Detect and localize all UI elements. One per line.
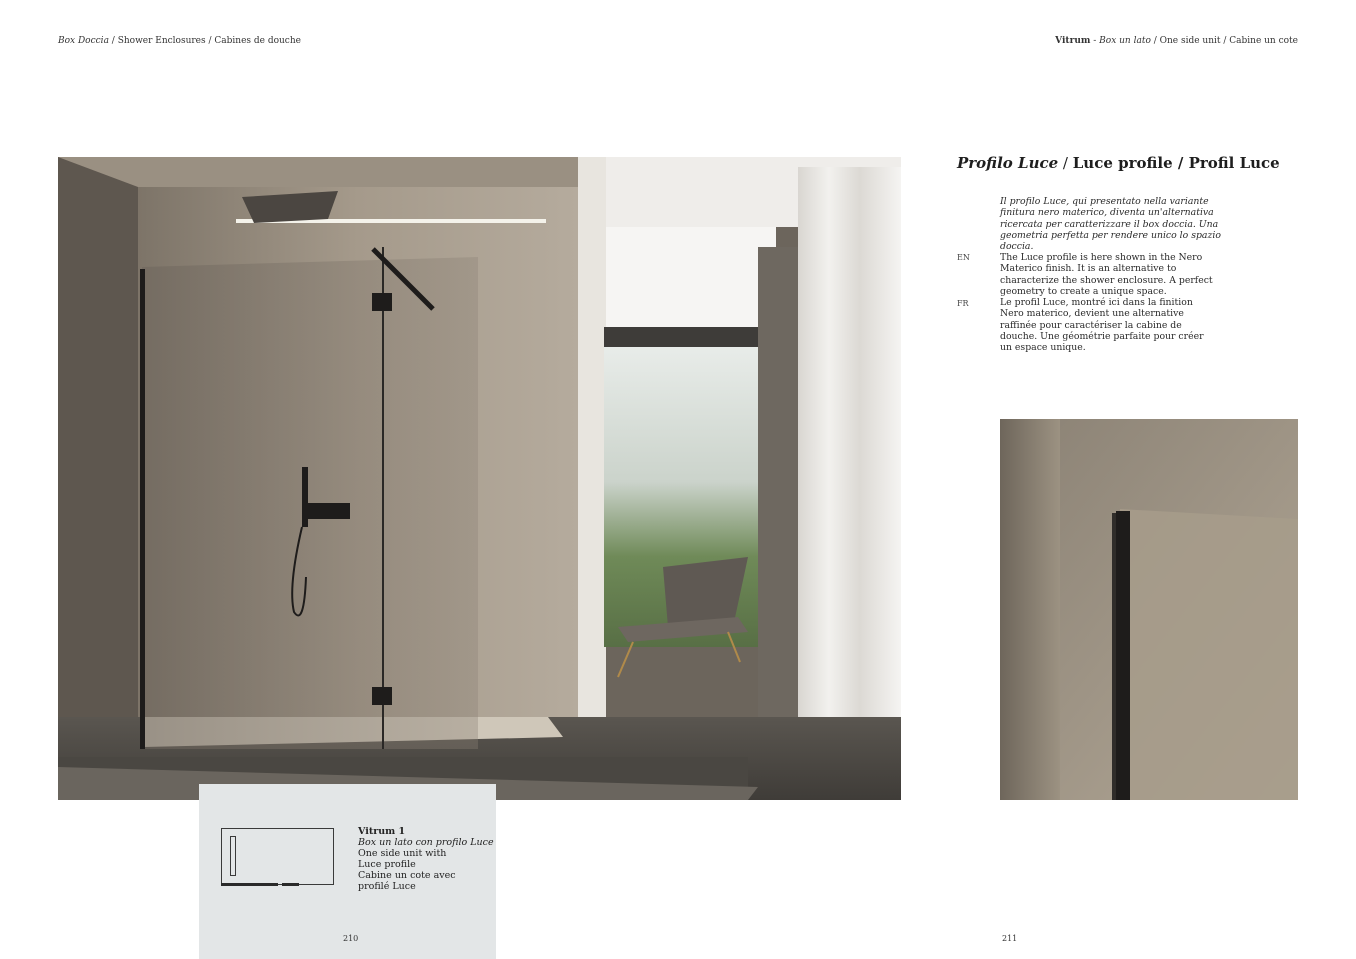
heading-italian: Profilo Luce [957, 154, 1059, 172]
spec-fr-line-1: Cabine un cote avec [358, 870, 456, 881]
lang-label-en: EN [957, 253, 970, 262]
spec-en-line-2: Luce profile [358, 859, 416, 870]
header-right [1055, 36, 1298, 46]
spec-subtitle-it: Box un lato con profilo Luce [358, 837, 494, 848]
page-number-right: 211 [1002, 934, 1018, 943]
spec-en-line-1: One side unit with [358, 848, 447, 859]
page-number-left: 210 [343, 934, 359, 943]
main-shower-photo [58, 157, 901, 800]
spec-text [358, 826, 494, 892]
header-right-type: Box un lato [1099, 36, 1151, 46]
italian-description: Il profilo Luce, qui presentato nella variante finitura nero materico, diventa un'alternativa ricercata per caratterizzare il box doccia. Una geometria perfetta per rendere unico lo spazio doccia. [1000, 196, 1221, 253]
spec-title: Vitrum 1 [358, 826, 406, 837]
heading-separator: / [1058, 154, 1073, 172]
profile-detail-illustration [1000, 419, 1298, 800]
plan-door-mark [230, 836, 236, 876]
header-right-dash: - [1090, 36, 1100, 46]
spec-fr-line-2: profilé Luce [358, 881, 416, 892]
english-description: The Luce profile is here shown in the Nero Materico finish. It is an alternative to characterize the shower enclosure. A perfect geometry to create a unique space. [1000, 252, 1213, 297]
header-left [58, 36, 301, 46]
plan-door-panel [282, 883, 299, 886]
header-right-product: Vitrum [1055, 36, 1091, 46]
header-left-translations: / Shower Enclosures / Cabines de douche [108, 36, 301, 46]
product-spec-box [199, 784, 496, 959]
profile-detail-photo [1000, 419, 1298, 800]
header-left-category: Box Doccia [58, 36, 109, 46]
section-heading [957, 154, 1280, 172]
header-right-translations: / One side unit / Cabine un cote [1150, 36, 1298, 46]
plan-fixed-panel [221, 883, 278, 886]
floor-plan-diagram [221, 828, 334, 885]
french-description: Le profil Luce, montré ici dans la finition Nero materico, devient une alternative raffinée pour caractériser la cabine de douche. Une géométrie parfaite pour créer un espace unique. [1000, 297, 1204, 354]
lang-label-fr: FR [957, 299, 969, 308]
shower-scene-illustration [58, 157, 901, 800]
heading-translations: Luce profile / Profil Luce [1072, 154, 1280, 172]
